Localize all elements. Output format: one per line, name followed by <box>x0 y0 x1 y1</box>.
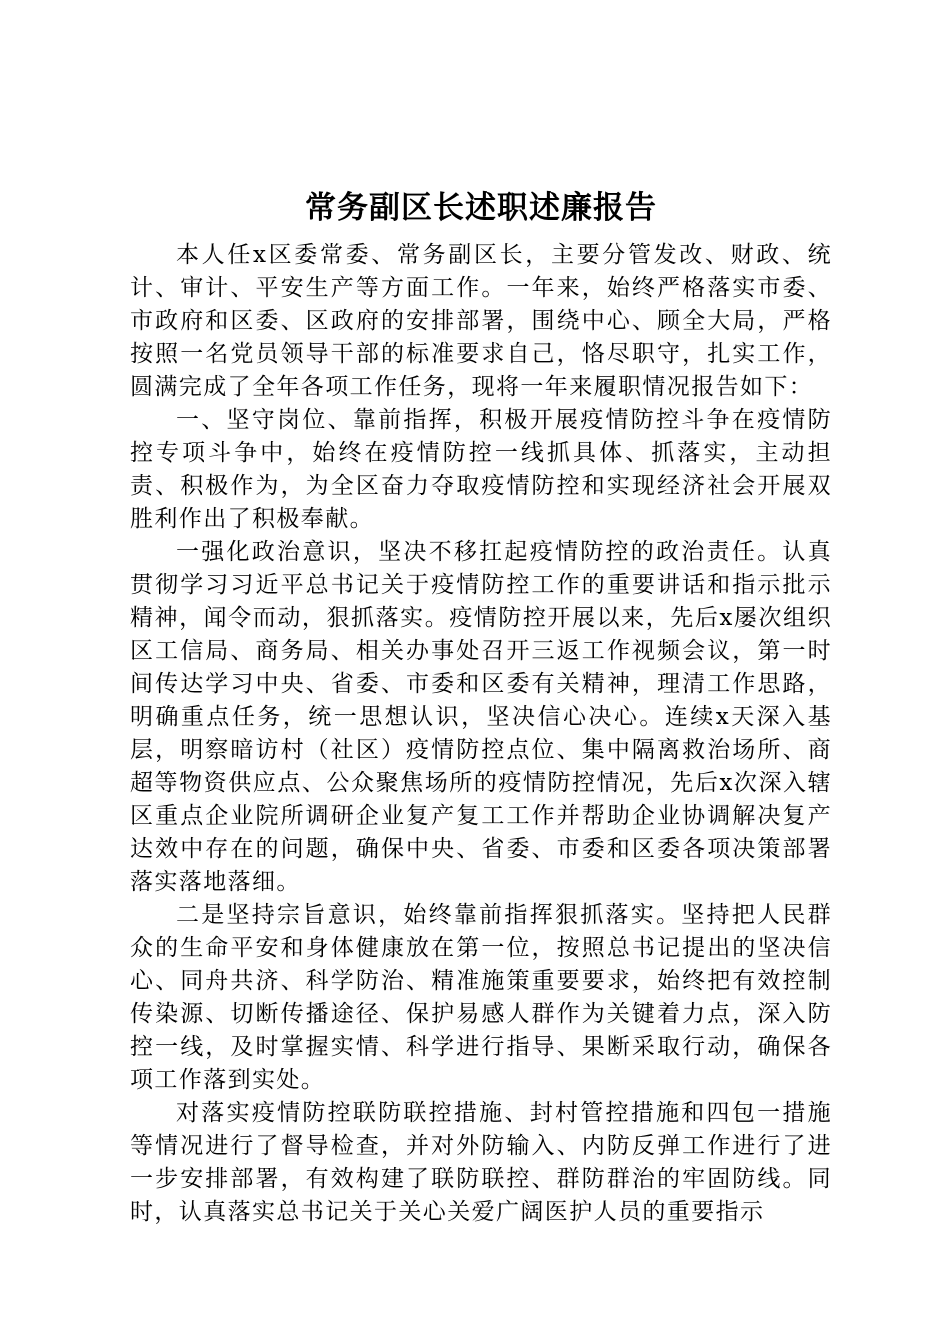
document-title: 常务副区长述职述廉报告 <box>305 190 657 226</box>
paragraph-political-awareness: 一强化政治意识，坚决不移扛起疫情防控的政治责任。认真贯彻学习习近平总书记关于疫情防控工作的重要讲话和指示批示精神，闻令而动，狠抓落实。疫情防控开展以来，先后x屡次组织区工信局、商务局、相关办事处召开三返工作视频会议，第一时间传达学习中央、省委、市委和区委有关精神，理清工作思路，明确重点任务，统一思想认识，坚决信心决心。连续x天深入基层，明察暗访村（社区）疫情防控点位、集中隔离救治场所、商超等物资供应点、公众聚焦场所的疫情防控情况，先后x次深入辖区重点企业院所调研企业复产复工工作并帮助企业协调解决复产达效中存在的问题，确保中央、省委、市委和区委各项决策部署落实落地落细。 <box>130 539 832 895</box>
paragraph-purpose-awareness: 二是坚持宗旨意识，始终靠前指挥狠抓落实。坚持把人民群众的生命平安和身体健康放在第一位，按照总书记提出的坚决信心、同舟共济、科学防治、精准施策重要要求，始终把有效控制传染源、切断传播途径、保护易感人群作为关键着力点，深入防控一线，及时掌握实情、科学进行指导、果断采取行动，确保各项工作落到实处。 <box>130 902 832 1093</box>
paragraph-intro: 本人任x区委常委、常务副区长，主要分管发改、财政、统计、审计、平安生产等方面工作。一年来，始终严格落实市委、市政府和区委、区政府的安排部署，围绕中心、顾全大局，严格按照一名党员领导干部的标准要求自己，恪尽职守，扎实工作，圆满完成了全年各项工作任务，现将一年来履职情况报告如下： <box>130 242 832 400</box>
paragraph-supervision: 对落实疫情防控联防联控措施、封村管控措施和四包一措施等情况进行了督导检查，并对外防输入、内防反弹工作进行了进一步安排部署，有效构建了联防联控、群防群治的牢固防线。同时，认真落实总书记关于关心关爱广阔医护人员的重要指示 <box>130 1100 832 1225</box>
document-page <box>130 183 832 1229</box>
paragraph-section-one: 一、坚守岗位、靠前指挥，积极开展疫情防控斗争在疫情防控专项斗争中，始终在疫情防控一线抓具体、抓落实，主动担责、积极作为，为全区奋力夺取疫情防控和实现经济社会开展双胜利作出了积极奉献。 <box>130 407 832 532</box>
